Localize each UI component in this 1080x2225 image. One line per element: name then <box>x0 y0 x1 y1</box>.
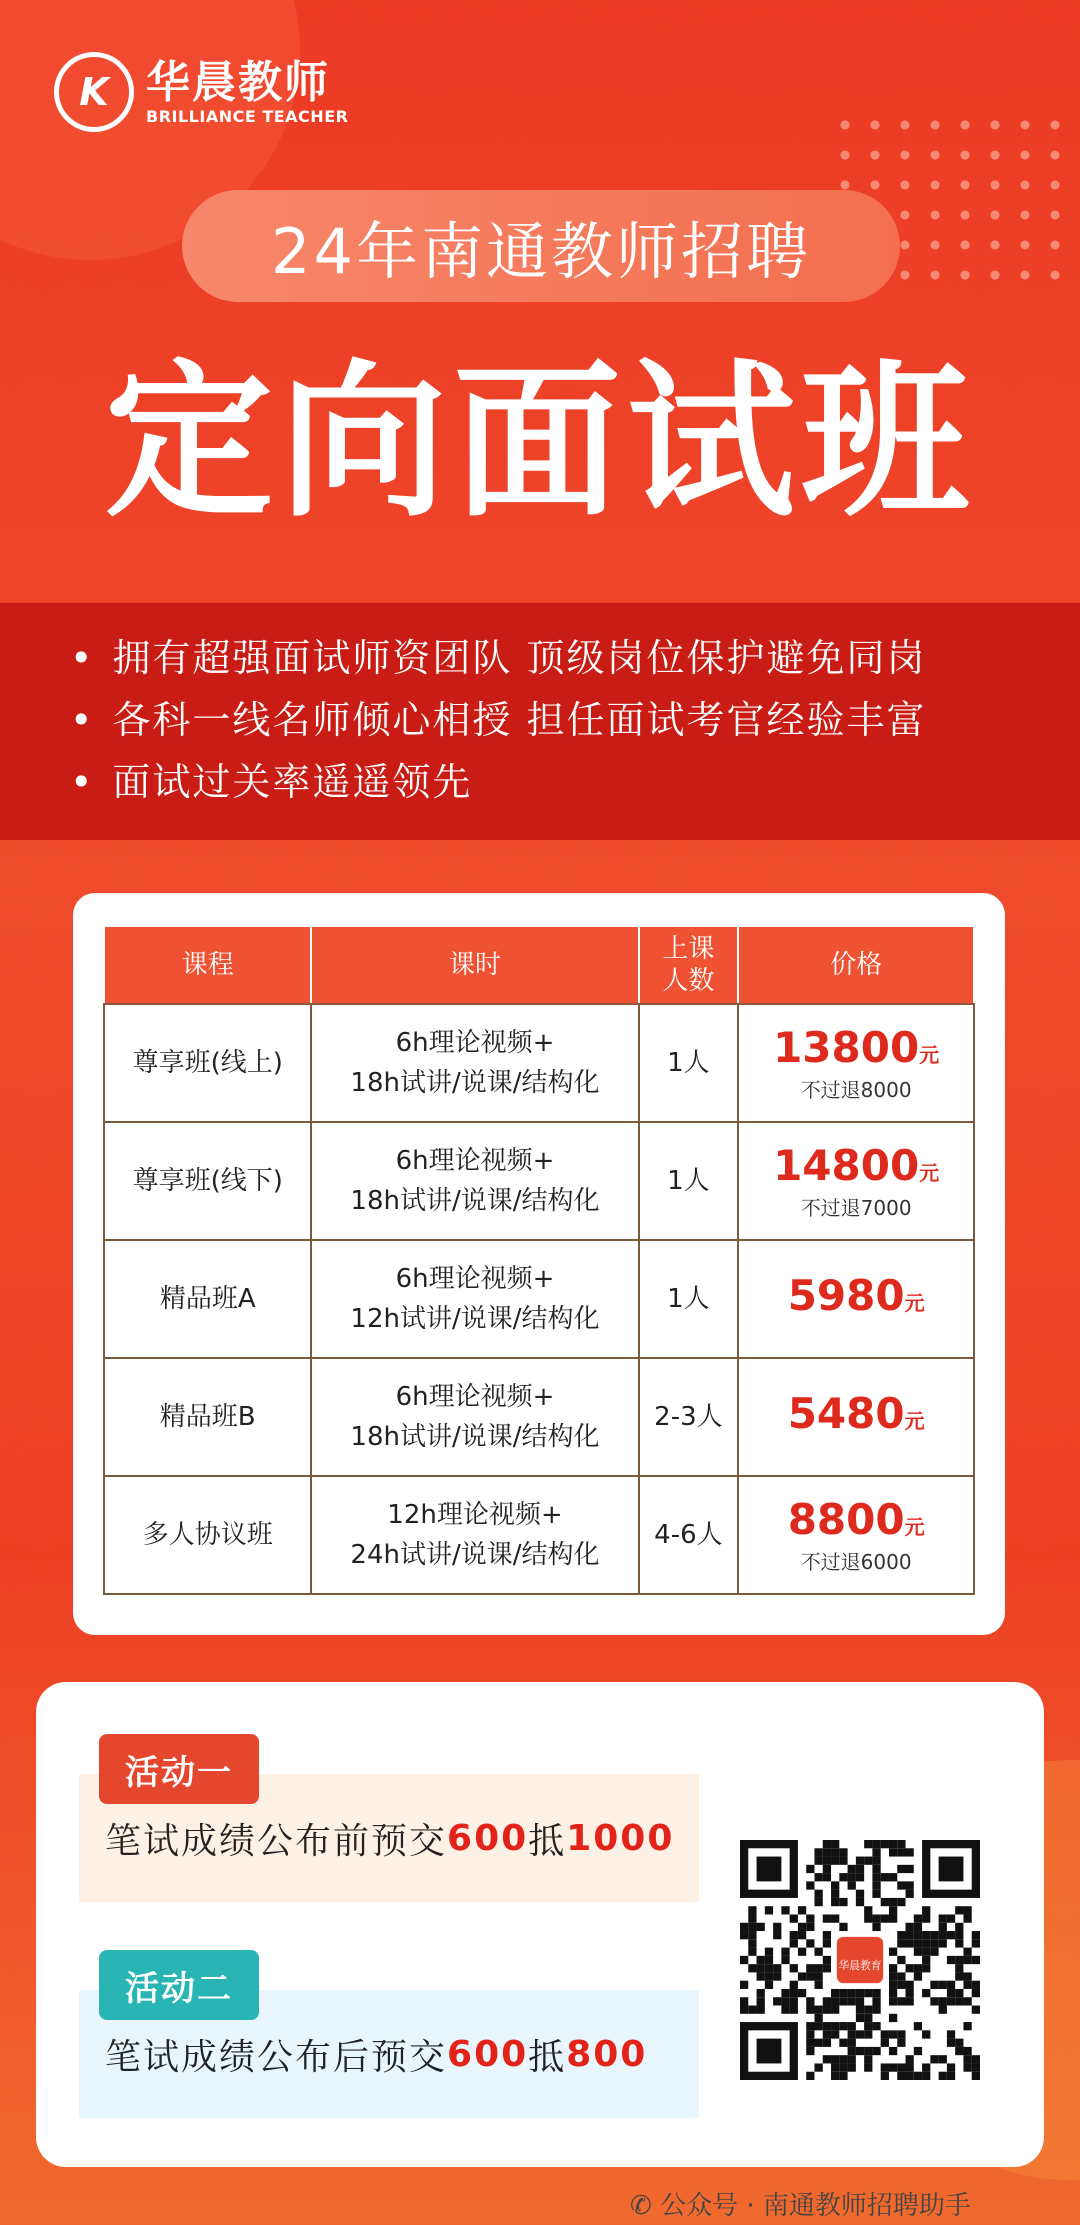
table-header-row <box>104 926 974 1004</box>
brand-name-en: BRILLIANCE TEACHER <box>146 106 349 126</box>
cell-course: 尊享班(线上) <box>104 1004 311 1122</box>
cell-course: 精品班A <box>104 1240 311 1358</box>
cell-people: 2-3人 <box>639 1358 739 1476</box>
course-table <box>103 925 975 1595</box>
cell-hours: 6h理论视频+ 18h试讲/说课/结构化 <box>311 1004 638 1122</box>
brand-name-cn: 华晨教师 <box>146 56 330 108</box>
cell-course: 尊享班(线下) <box>104 1122 311 1240</box>
header-price: 价格 <box>738 926 974 1004</box>
cell-people: 1人 <box>639 1240 739 1358</box>
feature-item: • 面试过关率遥遥领先 <box>70 751 1080 813</box>
activity-text: 笔试成绩公布后预交 <box>105 2036 448 2078</box>
table-row <box>104 1240 974 1358</box>
subtitle-pill: 24年南通教师招聘 <box>182 190 900 302</box>
activity-badge: 活动二 <box>99 1950 259 2020</box>
cell-course: 多人协议班 <box>104 1476 311 1594</box>
footer-wechat: ✆ 公众号 · 南通教师招聘助手 <box>630 2191 971 2221</box>
refund-note: 不过退6000 <box>800 1549 912 1574</box>
activity-text: 抵 <box>528 2036 567 2078</box>
table-row <box>104 1122 974 1240</box>
table-row <box>104 1476 974 1594</box>
cell-people: 4-6人 <box>639 1476 739 1594</box>
cell-price: 14800元 不过退7000 <box>738 1122 974 1240</box>
cell-people: 1人 <box>639 1122 739 1240</box>
activity-text: 笔试成绩公布前预交 <box>105 1820 448 1862</box>
logo-mark-icon: K <box>54 52 134 132</box>
table-row <box>104 1358 974 1476</box>
cell-hours: 6h理论视频+ 18h试讲/说课/结构化 <box>311 1358 638 1476</box>
cell-price: 8800元 不过退6000 <box>738 1476 974 1594</box>
refund-note: 不过退7000 <box>800 1195 912 1220</box>
course-table-card <box>73 893 1005 1635</box>
feature-item: • 各科一线名师倾心相授 担任面试考官经验丰富 <box>70 689 1080 751</box>
activity-amount: 600 <box>447 1817 529 1859</box>
table-row <box>104 1004 974 1122</box>
header-people: 上课 人数 <box>639 926 739 1004</box>
qr-center-label: 华晨教育 <box>838 1959 882 1973</box>
header-hours: 课时 <box>311 926 638 1004</box>
page-title: 定向面试班 <box>105 344 975 540</box>
cell-people: 1人 <box>639 1004 739 1122</box>
activity-amount: 1000 <box>566 1817 675 1859</box>
brand-logo <box>54 52 348 132</box>
activity-amount: 800 <box>566 2033 648 2075</box>
cell-hours: 6h理论视频+ 12h试讲/说课/结构化 <box>311 1240 638 1358</box>
wechat-icon: ✆ <box>630 2191 661 2221</box>
activity-text: 抵 <box>528 1820 567 1862</box>
activity-badge: 活动一 <box>99 1734 259 1804</box>
refund-note: 不过退8000 <box>800 1077 912 1102</box>
qr-code-icon <box>740 1840 980 2080</box>
activities-card <box>36 1682 1044 2167</box>
cell-course: 精品班B <box>104 1358 311 1476</box>
cell-price: 5980元 <box>738 1240 974 1358</box>
cell-hours: 6h理论视频+ 18h试讲/说课/结构化 <box>311 1122 638 1240</box>
features-band <box>0 603 1080 840</box>
header-course: 课程 <box>104 926 311 1004</box>
cell-hours: 12h理论视频+ 24h试讲/说课/结构化 <box>311 1476 638 1594</box>
cell-price: 13800元 不过退8000 <box>738 1004 974 1122</box>
cell-price: 5480元 <box>738 1358 974 1476</box>
activity-amount: 600 <box>447 2033 529 2075</box>
feature-item: • 拥有超强面试师资团队 顶级岗位保护避免同岗 <box>70 627 1080 689</box>
